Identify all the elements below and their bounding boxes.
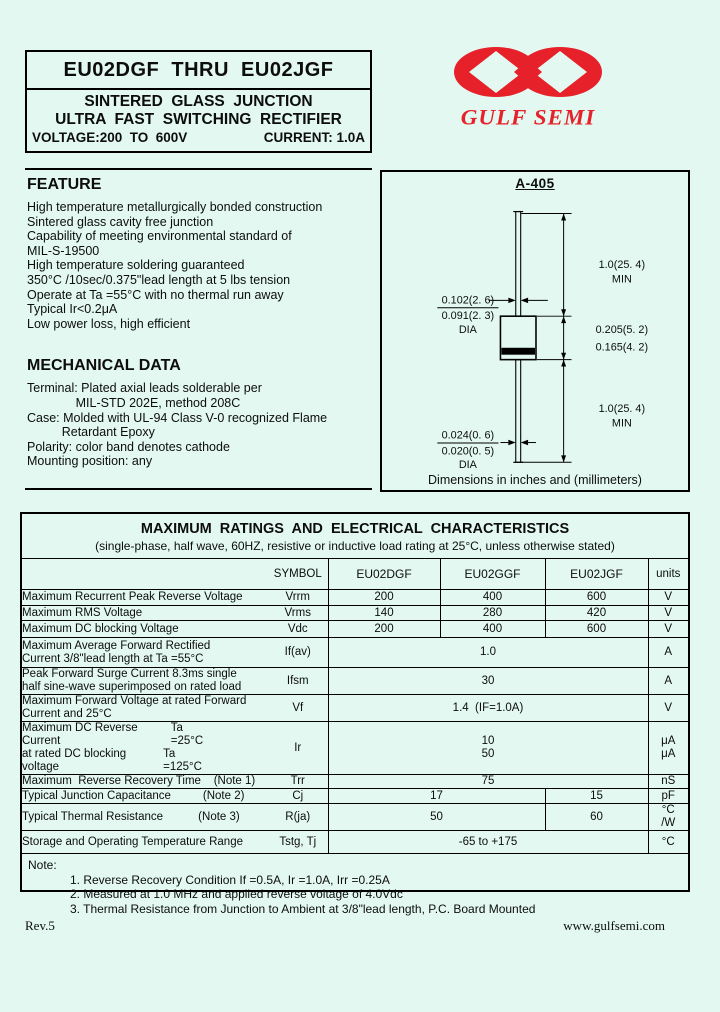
dim-bottom-lead-min: MIN: [611, 417, 632, 430]
feature-line: High temperature metallurgically bonded construction: [27, 200, 323, 214]
note-item: 2. Measured at 1.0 MHz and applied reverse voltage of 4.0Vdc: [70, 887, 403, 901]
table-row: Maximum Recurrent Peak Reverse Voltage Vrrm 200 400 600 V: [22, 590, 688, 606]
mechanical-line: Polarity: color band denotes cathode: [27, 439, 230, 454]
package-drawing: [382, 172, 688, 490]
cathode-band: [501, 348, 535, 355]
table-row: Maximum Forward Voltage at rated Forward Current and 25°C Vf 1.4 (IF=1.0A) V: [22, 695, 688, 722]
dim-top-lead-min: MIN: [611, 273, 632, 286]
subtitle-line-1: SINTERED GLASS JUNCTION: [84, 93, 313, 110]
subtitle-line-2: ULTRA FAST SWITCHING RECTIFIER: [55, 111, 342, 128]
table-row: Typical Thermal Resistance (Note 3) R(ja) 50 60 °C /W: [22, 804, 688, 831]
package-name: A-405: [515, 176, 555, 191]
header-subtitle-block: [27, 90, 370, 145]
feature-line: Operate at Ta =55°C with no thermal run away: [27, 287, 284, 302]
feature-line: MIL-S-19500: [27, 243, 100, 258]
dim-top-lead-length: 1.0(25. 4): [598, 258, 646, 271]
col-symbol: SYMBOL: [268, 559, 328, 590]
package-outline-box: [380, 170, 690, 492]
ratings-subtitle: (single-phase, half wave, 60HZ, resistive or inductive load rating at 25°C, unless otherwise stated): [95, 539, 615, 553]
mechanical-line: Case: Molded with UL-94 Class V-0 recognized Flame: [27, 410, 328, 425]
dim-body-length-min: 0.165(4. 2): [595, 341, 649, 354]
notes-label: Note:: [28, 858, 57, 872]
table-row: Maximum Reverse Recovery Time (Note 1) Trr 75 nS: [22, 775, 688, 789]
mechanical-line: Terminal: Plated axial leads solderable per: [27, 381, 262, 396]
ratings-table-box: [20, 512, 690, 916]
col-eu02ggf: EU02GGF: [440, 559, 545, 590]
feature-line: 350°C /10sec/0.375"lead length at 5 lbs tension: [27, 272, 291, 287]
table-row: Maximum DC Reverse Current Ta =25°C at rated DC blocking voltage Ta =125°C Ir 10 50 μA μA: [22, 722, 688, 775]
feature-line: Low power loss, high efficient: [27, 316, 191, 331]
feature-line: Capability of meeting environmental standard of: [27, 229, 292, 244]
website-link[interactable]: www.gulfsemi.com: [563, 918, 665, 933]
gulf-semi-logo-icon: [453, 46, 603, 98]
dim-bottom-lead-length: 1.0(25. 4): [598, 402, 646, 415]
table-header-row: [22, 559, 688, 590]
dim-wire-dia-min: 0.020(0. 5): [441, 445, 495, 458]
notes-section: [22, 854, 688, 916]
table-row: Storage and Operating Temperature Range Tstg, Tj -65 to +175 °C: [22, 831, 688, 854]
note-item: 3. Thermal Resistance from Junction to Ambient at 3/8"lead length, P.C. Board Mounted: [70, 901, 536, 916]
ratings-title: MAXIMUM RATINGS AND ELECTRICAL CHARACTERISTICS: [140, 521, 570, 537]
revision-label: Rev.5: [25, 918, 55, 933]
header-box: [25, 50, 372, 153]
mechanical-line: MIL-STD 202E, method 208C: [27, 395, 241, 410]
mechanical-line: Retardant Epoxy: [27, 425, 155, 440]
dim-dia-label: DIA: [458, 459, 477, 472]
mechanical-data-title: MECHANICAL DATA: [27, 357, 181, 375]
page-footer: [25, 918, 665, 934]
logo-text: GULF SEMI: [460, 105, 596, 130]
dimensions-caption: Dimensions in inches and (millimeters): [428, 473, 642, 487]
feature-mechanical-section: [25, 168, 372, 490]
mechanical-line: Mounting position: any: [27, 454, 153, 469]
gulf-semi-logo: [450, 46, 606, 131]
dim-body-length-max: 0.205(5. 2): [595, 323, 649, 336]
note-item: 1. Reverse Recovery Condition If =0.5A, Ir =1.0A, Irr =0.25A: [70, 872, 390, 887]
table-row: Typical Junction Capacitance (Note 2) Cj 17 15 pF: [22, 789, 688, 804]
dim-wire-dia-max: 0.024(0. 6): [441, 429, 495, 442]
dim-dia-label: DIA: [458, 323, 477, 336]
table-row: Maximum DC blocking Voltage Vdc 200 400 600 V: [22, 621, 688, 638]
feature-line: High temperature soldering guaranteed: [27, 258, 245, 273]
feature-title: FEATURE: [27, 176, 102, 193]
current-rating: CURRENT: 1.0A: [263, 130, 365, 145]
feature-line: Sintered glass cavity free junction: [27, 214, 214, 229]
dim-body-dia-max: 0.102(2. 6): [441, 294, 495, 307]
table-row: Maximum RMS Voltage Vrms 140 280 420 V: [22, 606, 688, 621]
table-row: Peak Forward Surge Current 8.3ms single half sine-wave superimposed on rated load Ifsm 30 A: [22, 668, 688, 695]
ratings-table: [22, 558, 688, 854]
col-eu02jgf: EU02JGF: [545, 559, 648, 590]
voltage-range: VOLTAGE:200 TO 600V: [32, 130, 188, 145]
part-number-title: EU02DGF THRU EU02JGF: [27, 52, 370, 90]
table-row: Maximum Average Forward Rectified Current 3/8"lead length at Ta =55°C If(av) 1.0 A: [22, 638, 688, 668]
dim-body-dia-min: 0.091(2. 3): [441, 310, 495, 323]
col-units: units: [648, 559, 688, 590]
feature-line: Typical Ir<0.2μA: [27, 302, 118, 317]
col-eu02dgf: EU02DGF: [328, 559, 440, 590]
